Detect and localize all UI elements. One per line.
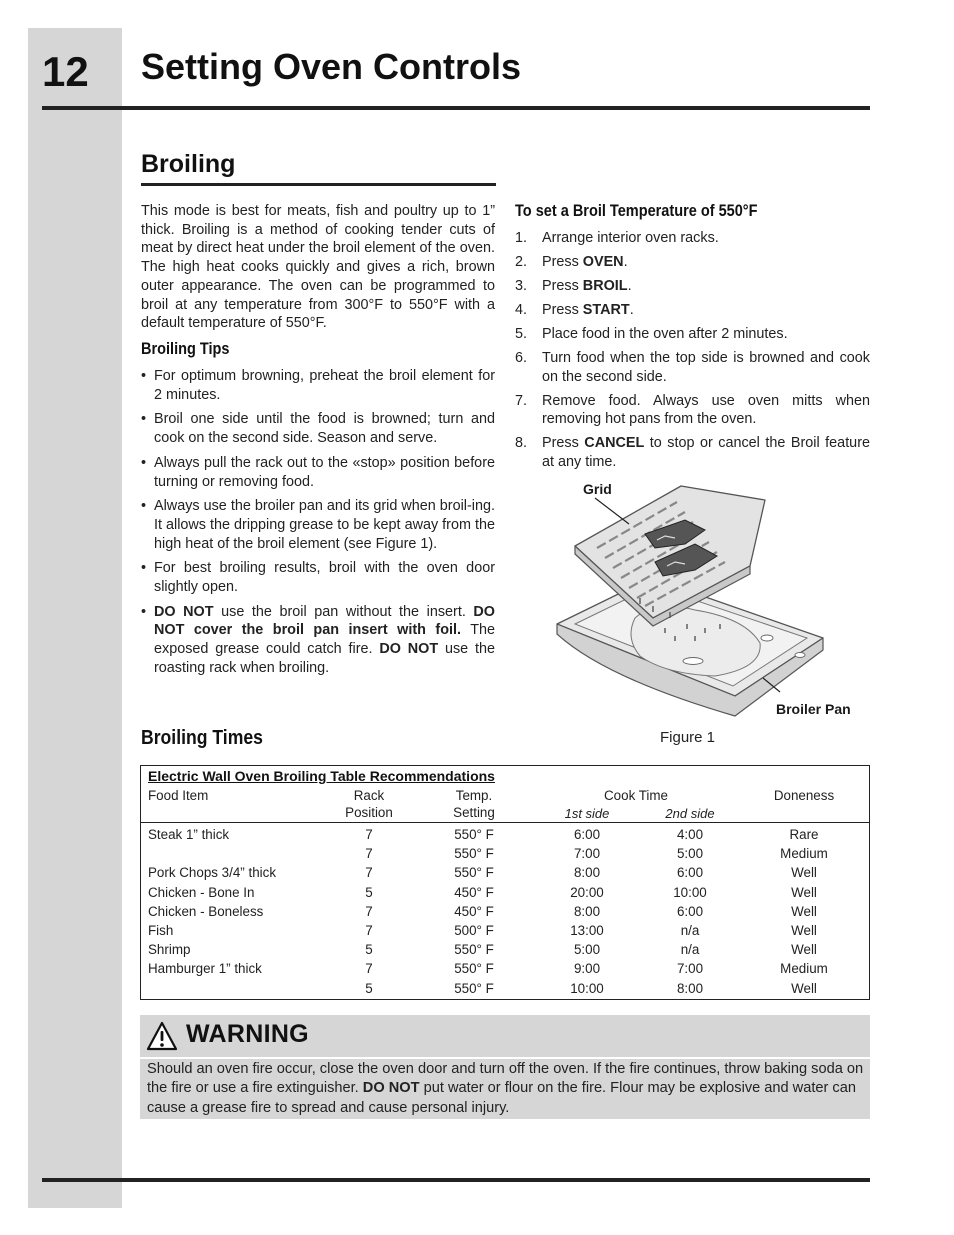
- cell-second-side: n/a: [680, 942, 700, 958]
- broiler-pan-illustration: [545, 478, 870, 726]
- cell-temp: 550° F: [454, 961, 494, 977]
- warning-box: [140, 1015, 870, 1119]
- tip-item-foil-warning: • DO NOT use the broil pan without the insert. DO NOT cover the broil pan insert with foil. The exposed grease could catch fire. DO NOT use the roasting rack when broiling.: [141, 603, 495, 678]
- cell-first-side: 6:00: [573, 827, 601, 842]
- cell-temp: 550° F: [454, 942, 494, 958]
- cell-first-side: 8:00: [573, 903, 601, 919]
- broiling-intro: This mode is best for meats, fish and poultry up to 1” thick. Broiling is a method of cooking tender cuts of meat by direct heat under the broil element of the oven. The high heat cooks quickly and gives a rich, brown outer appearance. The oven can be programmed to broil at any temperature from 300°F to 550°F with a default temperature of 550°F.: [141, 203, 495, 332]
- cell-rack: 5: [365, 980, 373, 996]
- broiling-heading-rule: [141, 183, 496, 186]
- col-header-rack-line2: Position: [345, 805, 393, 820]
- broiling-tips-heading: Broiling Tips: [141, 340, 230, 358]
- table-row: [141, 959, 869, 978]
- cell-food: Pork Chops 3/4” thick: [148, 865, 277, 881]
- warning-triangle-icon: [146, 1021, 178, 1051]
- broiler-pan-label: Broiler Pan: [776, 701, 851, 717]
- col-header-food: Food Item: [148, 788, 209, 803]
- table-body: [141, 825, 869, 998]
- cell-rack: 7: [365, 827, 373, 842]
- figure-caption: Figure 1: [660, 729, 716, 746]
- page-title: Setting Oven Controls: [141, 46, 522, 87]
- cell-doneness: Well: [791, 884, 817, 900]
- broiling-heading: Broiling: [141, 150, 236, 178]
- table-row: [141, 979, 869, 998]
- table-row: [141, 902, 869, 921]
- broil-steps-list: [515, 229, 870, 477]
- broiling-times-heading: Broiling Times: [141, 727, 263, 749]
- cell-second-side: 10:00: [673, 884, 707, 900]
- cell-food: Shrimp: [148, 942, 191, 958]
- cell-second-side: 4:00: [676, 827, 704, 842]
- tip-item: • For best broiling results, broil with the oven door slightly open.: [141, 559, 495, 596]
- tip-item: • Always pull the rack out to the «stop» position before turning or removing food.: [141, 454, 495, 491]
- cell-doneness: Well: [791, 903, 817, 919]
- warning-header: [140, 1015, 870, 1059]
- cell-doneness: Well: [791, 980, 817, 996]
- table-header-divider: [141, 822, 869, 823]
- col-header-temp-line2: Setting: [453, 805, 495, 820]
- cell-doneness: Well: [791, 865, 817, 881]
- col-header-doneness: Doneness: [773, 788, 835, 803]
- broiling-tips-list: [141, 367, 495, 684]
- grid-leader-line: [595, 498, 629, 524]
- cell-food: Chicken - Bone In: [148, 884, 255, 900]
- table-row: [141, 883, 869, 902]
- cell-doneness: Rare: [789, 827, 819, 842]
- header-divider: [42, 106, 870, 110]
- cell-doneness: Medium: [780, 961, 828, 977]
- cell-rack: 7: [365, 922, 373, 938]
- cell-temp: 450° F: [454, 884, 494, 900]
- broiling-table: [140, 765, 870, 1000]
- step-item: 4. Press START.: [515, 302, 634, 318]
- cell-second-side: 6:00: [676, 903, 704, 919]
- cell-rack: 7: [365, 865, 373, 881]
- col-header-second-side: 2nd side: [665, 806, 715, 821]
- cell-temp: 550° F: [454, 865, 494, 881]
- table-title: Electric Wall Oven Broiling Table Recommendations: [148, 768, 495, 784]
- step-item: 7. Remove food. Always use oven mitts when removing hot pans from the oven.: [515, 392, 870, 428]
- cell-food: Fish: [148, 922, 174, 938]
- cell-rack: 5: [365, 942, 373, 958]
- cell-first-side: 10:00: [570, 980, 604, 996]
- step-item: 8. Press CANCEL to stop or cancel the Broil feature at any time.: [515, 435, 870, 471]
- cell-temp: 450° F: [454, 903, 494, 919]
- step-item: 1. Arrange interior oven racks.: [515, 230, 719, 246]
- table-row: [141, 844, 869, 863]
- cell-first-side: 8:00: [573, 865, 601, 881]
- cell-second-side: 6:00: [676, 865, 704, 881]
- cell-second-side: n/a: [680, 922, 700, 938]
- cell-food: Steak 1” thick: [148, 827, 230, 842]
- col-header-rack-line1: Rack: [353, 788, 385, 803]
- cell-first-side: 20:00: [570, 884, 604, 900]
- cell-first-side: 13:00: [570, 922, 604, 938]
- cell-second-side: 5:00: [676, 846, 704, 862]
- cell-temp: 550° F: [454, 980, 494, 996]
- cell-temp: 550° F: [454, 827, 494, 842]
- cell-rack: 7: [365, 961, 373, 977]
- cell-rack: 7: [365, 846, 373, 862]
- step-item: 6. Turn food when the top side is browned and cook on the second side.: [515, 350, 870, 385]
- table-row: [141, 863, 869, 882]
- step-item: 2. Press OVEN.: [515, 254, 628, 270]
- footer-divider: [42, 1178, 870, 1182]
- sidebar-band: [28, 28, 122, 1208]
- col-header-first-side: 1st side: [564, 806, 610, 821]
- cell-first-side: 9:00: [573, 961, 601, 977]
- step-item: 5. Place food in the oven after 2 minutes.: [515, 326, 788, 342]
- cell-doneness: Medium: [780, 846, 828, 862]
- table-row: [141, 921, 869, 940]
- tip-item: • For optimum browning, preheat the broil element for 2 minutes.: [141, 367, 495, 404]
- table-row: [141, 940, 869, 959]
- cell-first-side: 5:00: [573, 942, 601, 958]
- grid-label: Grid: [583, 481, 612, 497]
- warning-title: WARNING: [186, 1020, 309, 1048]
- cell-temp: 550° F: [454, 846, 494, 862]
- page-number: 12: [42, 48, 89, 95]
- broil-temperature-heading: To set a Broil Temperature of 550°F: [515, 202, 758, 220]
- tip-item: • Always use the broiler pan and its grid when broil-ing. It allows the dripping grease to be kept away from the high heat of the broil element (see Figure 1).: [141, 497, 495, 553]
- cell-food: Hamburger 1” thick: [148, 961, 262, 977]
- cell-rack: 5: [365, 884, 373, 900]
- cell-food: Chicken - Boneless: [148, 903, 264, 919]
- cell-rack: 7: [365, 903, 373, 919]
- cell-second-side: 7:00: [676, 961, 704, 977]
- col-header-temp-line1: Temp.: [455, 788, 493, 803]
- col-header-cook-time: Cook Time: [604, 788, 668, 803]
- warning-text: Should an oven fire occur, close the oven door and turn off the oven. If the fire continues, throw baking soda on the fire or use a fire extinguisher. DO NOT put water or flour on the fire. Flour may be explosive and water can cause a grease fire to spread and cause personal injury.: [147, 1061, 864, 1116]
- cell-first-side: 7:00: [573, 846, 601, 862]
- cell-doneness: Well: [791, 922, 817, 938]
- step-item: 3. Press BROIL.: [515, 278, 632, 294]
- cell-second-side: 8:00: [676, 980, 704, 996]
- table-row: [141, 825, 869, 844]
- cell-temp: 500° F: [454, 922, 494, 938]
- tip-item: • Broil one side until the food is browned; turn and cook on the second side. Season and serve.: [141, 410, 495, 447]
- cell-doneness: Well: [791, 942, 817, 958]
